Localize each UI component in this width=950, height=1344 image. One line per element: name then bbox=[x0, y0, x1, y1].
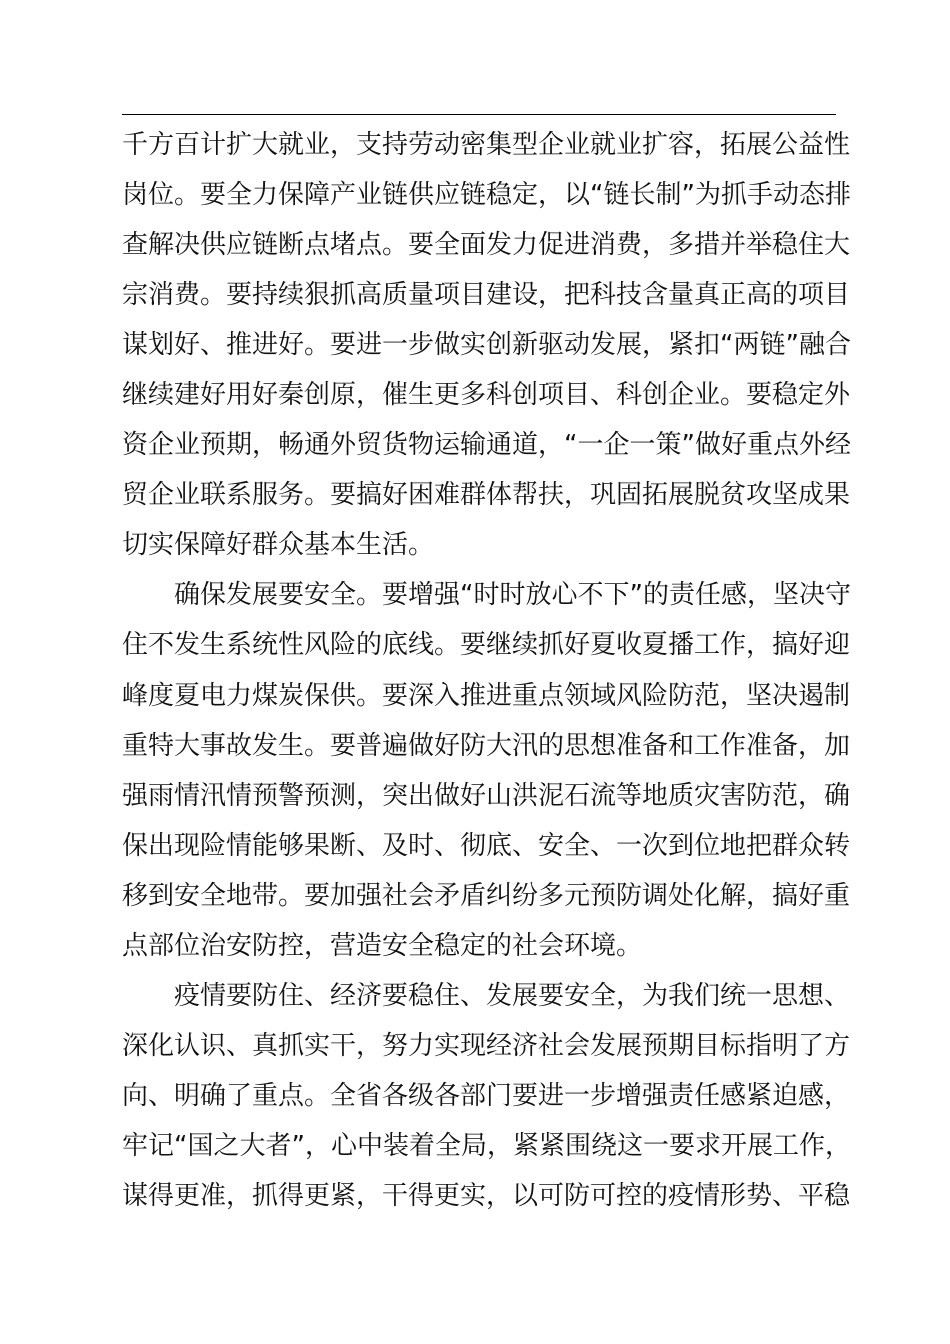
text-line: 确保发展要安全。要增强“时时放心不下”的责任感，坚决守 bbox=[174, 580, 851, 611]
text-line: 保出现险情能够果断、及时、彻底、安全、一次到位地把群众转 bbox=[122, 830, 851, 861]
text-line: 岗位。要全力保障产业链供应链稳定，以“链长制”为抓手动态排 bbox=[122, 180, 851, 211]
text-line: 疫情要防住、经济要稳住、发展要安全，为我们统一思想、 bbox=[174, 980, 851, 1011]
text-line: 谋得更准，抓得更紧，干得更实，以可防可控的疫情形势、平稳 bbox=[122, 1180, 851, 1211]
text-line: 千方百计扩大就业，支持劳动密集型企业就业扩容，拓展公益性 bbox=[122, 130, 851, 160]
text-line: 切实保障好群众基本生活。 bbox=[122, 530, 435, 561]
document-body bbox=[122, 120, 851, 1221]
text-line: 宗消费。要持续狠抓高质量项目建设，把科技含量真正高的项目 bbox=[122, 280, 851, 311]
text-line: 谋划好、推进好。要进一步做实创新驱动发展，紧扣“两链”融合 bbox=[122, 330, 851, 361]
text-line: 继续建好用好秦创原，催生更多科创项目、科创企业。要稳定外 bbox=[122, 380, 851, 411]
text-line: 资企业预期，畅通外贸货物运输通道，“一企一策”做好重点外经 bbox=[122, 430, 851, 461]
text-line: 贸企业联系服务。要搞好困难群体帮扶，巩固拓展脱贫攻坚成果 bbox=[122, 480, 851, 511]
text-line: 点部位治安防控，营造安全稳定的社会环境。 bbox=[122, 930, 643, 961]
text-line: 移到安全地带。要加强社会矛盾纠纷多元预防调处化解，搞好重 bbox=[122, 880, 851, 911]
text-line: 重特大事故发生。要普遍做好防大汛的思想准备和工作准备，加 bbox=[122, 730, 851, 761]
header-rule bbox=[122, 114, 836, 115]
text-line: 向、明确了重点。全省各级各部门要进一步增强责任感紧迫感， bbox=[122, 1080, 851, 1111]
text-line: 牢记“国之大者”，心中装着全局，紧紧围绕这一要求开展工作， bbox=[122, 1130, 851, 1161]
text-line: 强雨情汛情预警预测，突出做好山洪泥石流等地质灾害防范，确 bbox=[122, 780, 851, 811]
text-line: 查解决供应链断点堵点。要全面发力促进消费，多措并举稳住大 bbox=[122, 230, 851, 261]
text-line: 峰度夏电力煤炭保供。要深入推进重点领域风险防范，坚决遏制 bbox=[122, 680, 851, 711]
text-line: 住不发生系统性风险的底线。要继续抓好夏收夏播工作，搞好迎 bbox=[122, 630, 851, 661]
text-line: 深化认识、真抓实干，努力实现经济社会发展预期目标指明了方 bbox=[122, 1030, 851, 1061]
